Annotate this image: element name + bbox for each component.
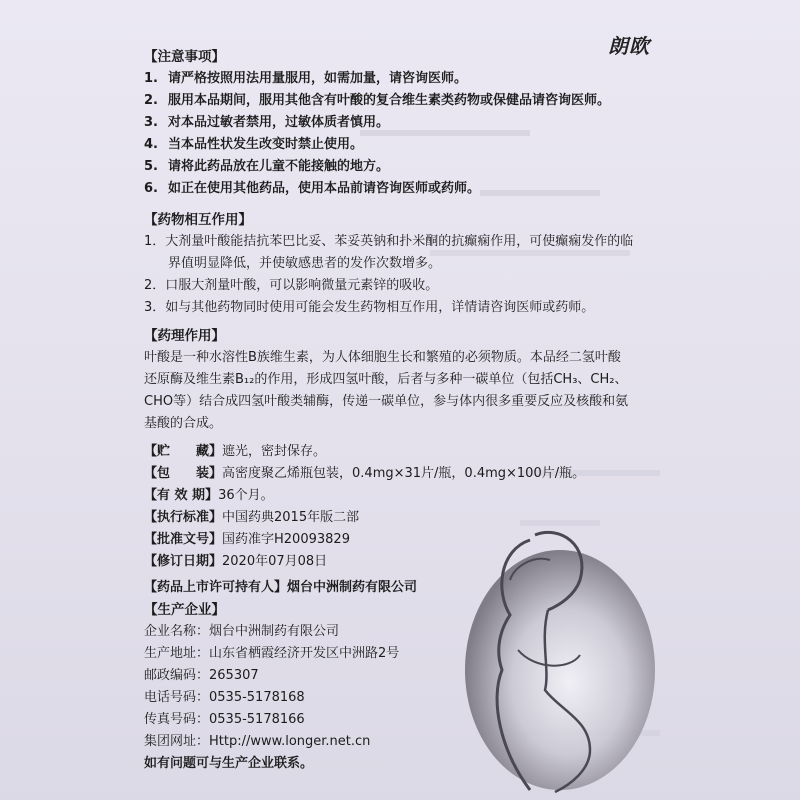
website-field: 集团网址：Http://www.longer.net.cn [144,734,371,749]
storage-field: 【贮 藏】遮光，密封保存。 [144,444,327,459]
package-field: 【包 装】高密度聚乙烯瓶包装，0.4mg×31片/瓶，0.4mg×100片/瓶。 [144,466,586,481]
pharmacology-line: 基酸的合成。 [144,416,223,431]
leaflet-content [144,46,664,775]
pharmacology-line: 叶酸是一种水溶性B族维生素，为人体细胞生长和繁殖的必须物质。本品经二氢叶酸 [144,350,621,365]
postal-code-field: 邮政编码：265307 [144,668,259,683]
manufacturer-heading: 【生产企业】 [144,602,225,618]
precaution-item: 1. 请严格按照用法用量服用，如需加量，请咨询医师。 [144,71,468,86]
interactions-line: 3．如与其他药物同时使用可能会发生药物相互作用，详情请咨询医师或药师。 [144,300,595,315]
interactions-line: 1．大剂量叶酸能拮抗苯巴比妥、苯妥英钠和扑米酮的抗癫痫作用，可使癫痫发作的临 [144,234,634,249]
contact-note: 如有问题可与生产企业联系。 [144,756,314,771]
precaution-item: 5. 请将此药品放在儿童不能接触的地方。 [144,159,390,174]
interactions-heading: 【药物相互作用】 [144,212,252,228]
pharmacology-line: 还原酶及维生素B₁₂的作用，形成四氢叶酸，后者与多种一碳单位（包括CH₃、CH₂、 [144,372,628,387]
brand-logo: 朗欧 [608,34,650,58]
revision-date-field: 【修订日期】2020年07月08日 [144,554,328,569]
interactions-line: 2．口服大剂量叶酸，可以影响微量元素锌的吸收。 [144,278,439,293]
standard-field: 【执行标准】中国药典2015年版二部 [144,510,360,525]
fax-field: 传真号码：0535-5178166 [144,712,305,727]
interactions-line: 界值明显降低，并使敏感患者的发作次数增多。 [168,256,442,271]
precaution-item: 2. 服用本品期间，服用其他含有叶酸的复合维生素类药物或保健品请咨询医师。 [144,93,611,108]
precaution-item: 6. 如正在使用其他药品，使用本品前请咨询医师或药师。 [144,181,481,196]
license-holder-field: 【药品上市许可持有人】烟台中洲制药有限公司 [144,580,418,595]
expiry-field: 【有 效 期】36个月。 [144,488,274,503]
address-field: 生产地址：山东省栖霞经济开发区中洲路2号 [144,646,400,661]
precaution-item: 4. 当本品性状发生改变时禁止使用。 [144,137,364,152]
precautions-heading: 【注意事项】 [144,49,225,65]
pharmacology-heading: 【药理作用】 [144,328,225,344]
precaution-item: 3. 对本品过敏者禁用，过敏体质者慎用。 [144,115,390,130]
phone-field: 电话号码：0535-5178168 [144,690,305,705]
company-name-field: 企业名称：烟台中洲制药有限公司 [144,624,340,639]
pharmacology-line: CHO等）结合成四氢叶酸类辅酶，传递一碳单位，参与体内很多重要反应及核酸和氨 [144,394,629,409]
approval-number-field: 【批准文号】国药准字H20093829 [144,532,350,547]
